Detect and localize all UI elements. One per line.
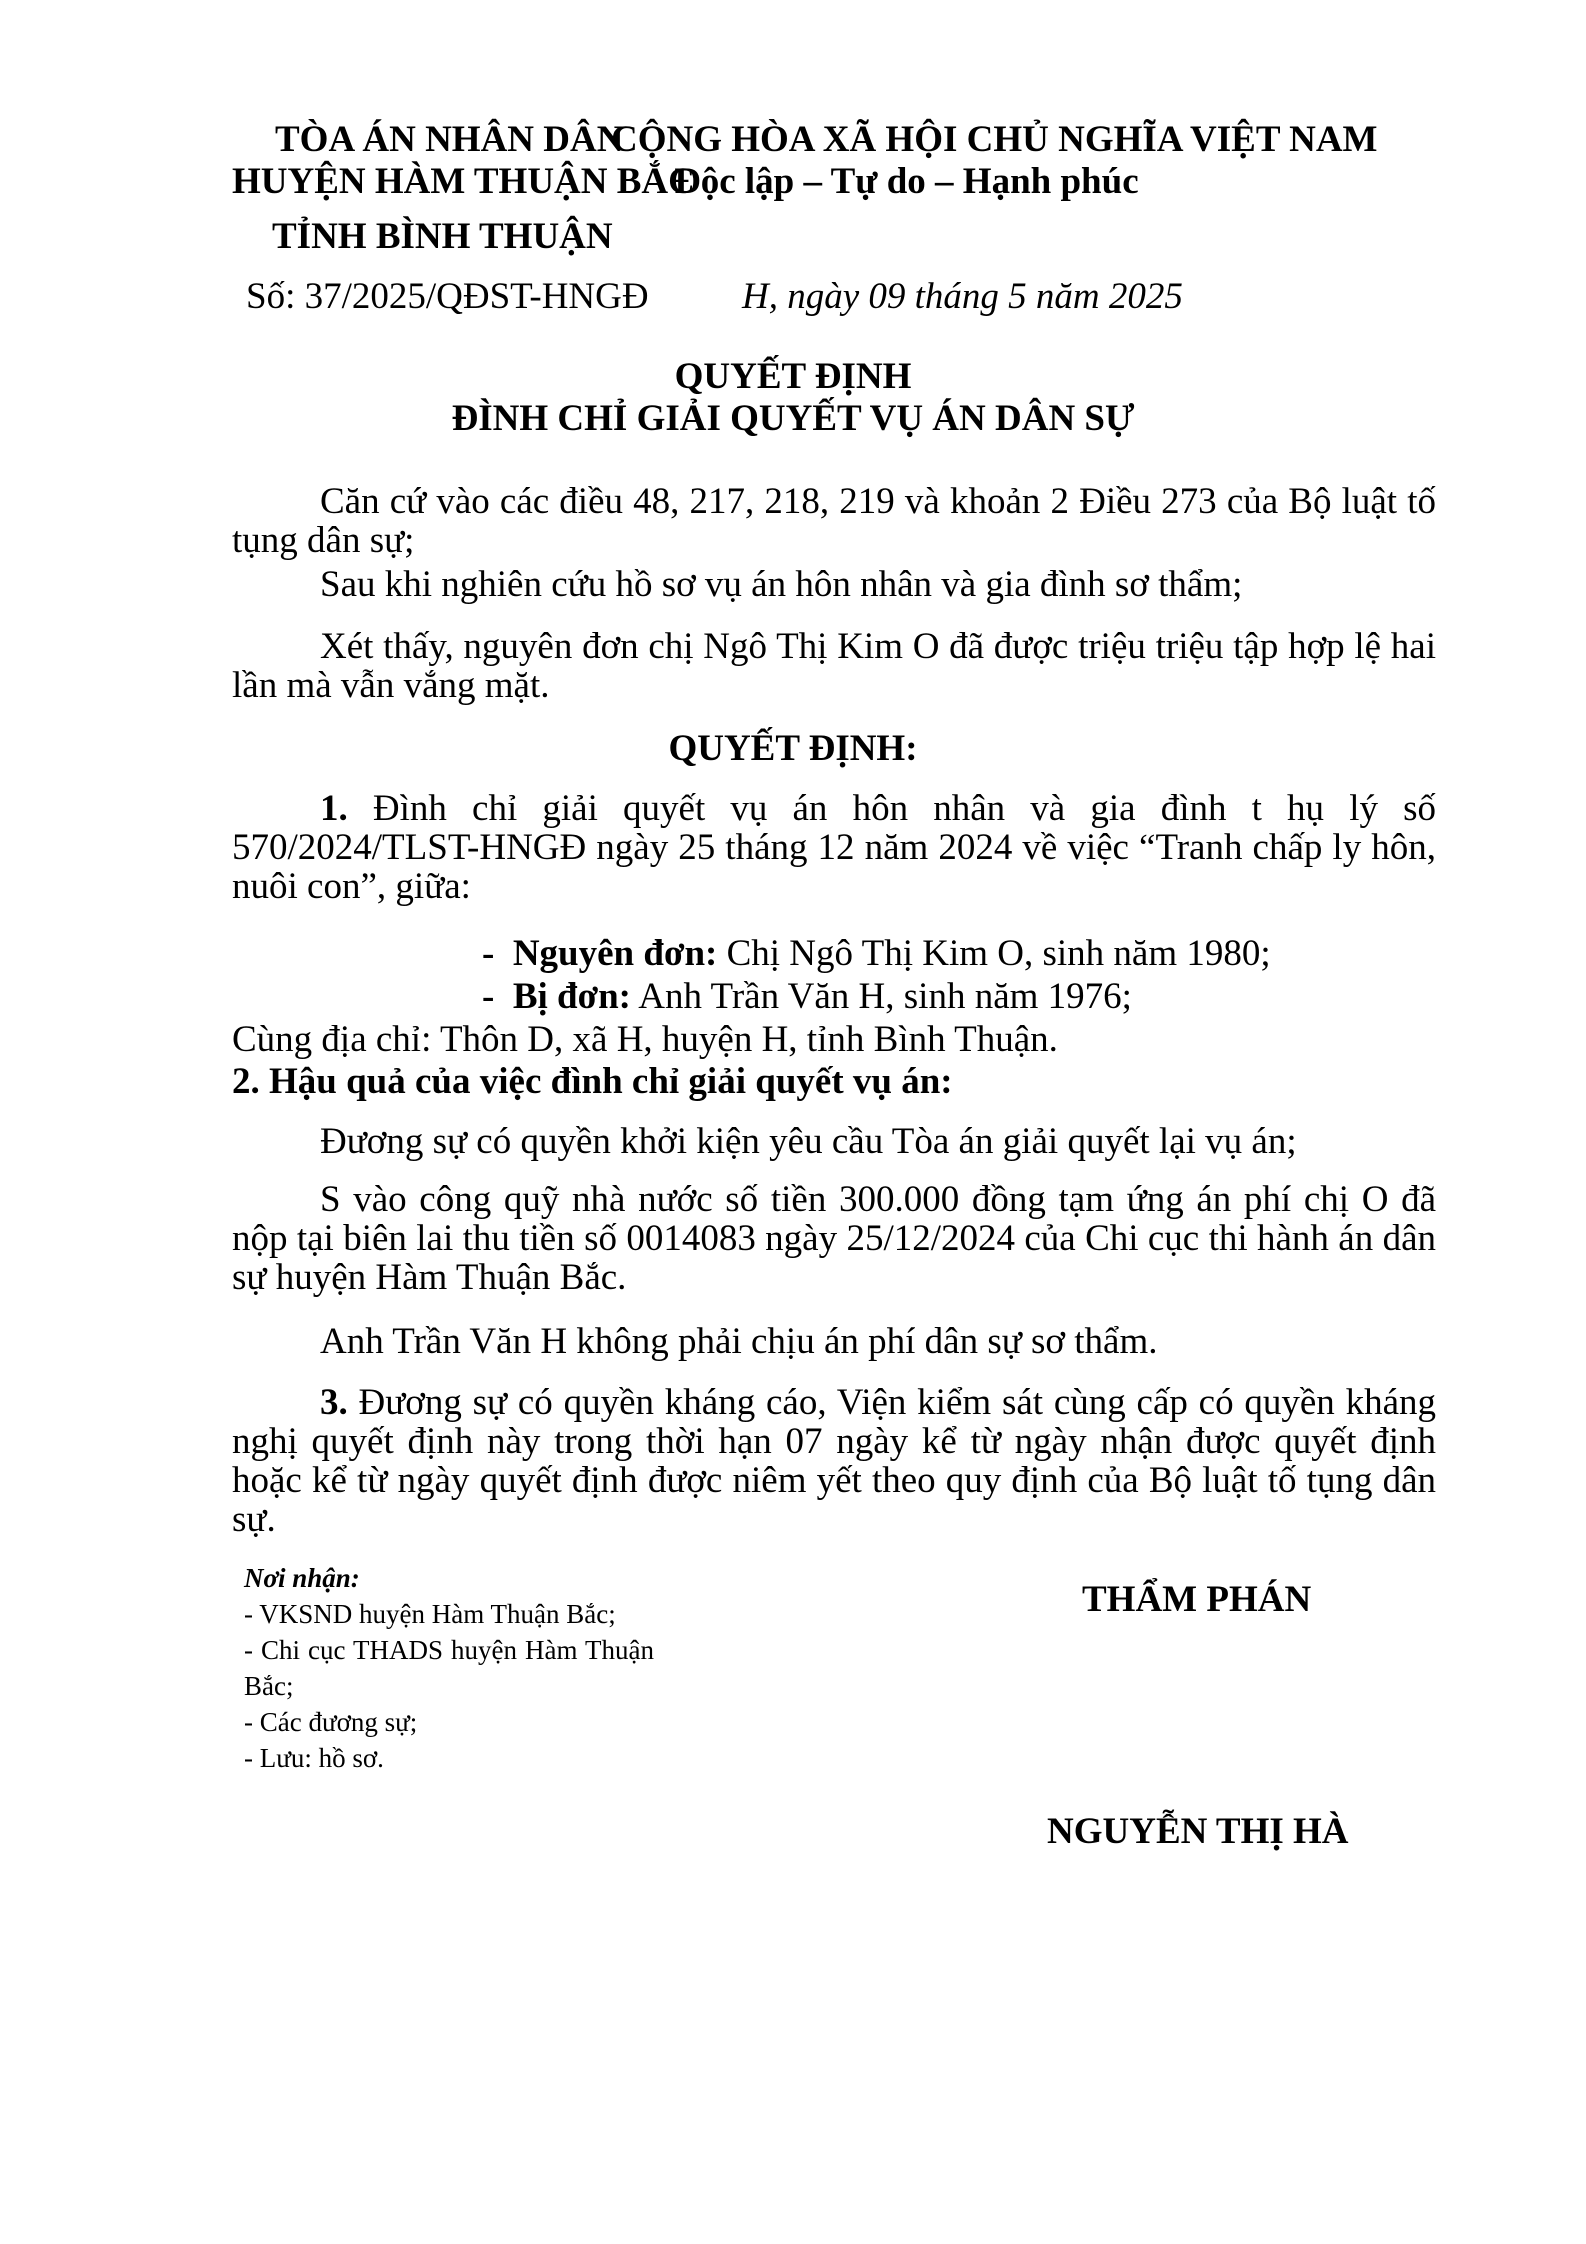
nation-motto: Độc lập – Tự do – Hạnh phúc <box>674 161 1139 202</box>
document-subtitle: ĐÌNH CHỈ GIẢI QUYẾT VỤ ÁN DÂN SỰ <box>451 398 1135 439</box>
defendant-line <box>482 975 1132 1018</box>
item-3-text: Đương sự có quyền kháng cáo, Viện kiểm sát cùng cấp có quyền kháng nghị quyết định này trong thời hạn 07 ngày kể từ ngày nhận được quyết định hoặc kể từ ngày quyết định được niêm yết theo quy định của Bộ luật tố tụng dân sự. <box>232 1382 1436 1540</box>
signature-title: THẨM PHÁN <box>1082 1579 1312 1620</box>
plaintiff-line <box>482 932 1271 975</box>
item-3-number: 3. <box>320 1382 348 1423</box>
plaintiff-dash: - <box>482 933 495 974</box>
decision-item-3 <box>232 1383 1436 1539</box>
recipient-item: - Lưu: hồ sơ. <box>244 1743 384 1773</box>
decision-heading: QUYẾT ĐỊNH: <box>668 728 918 769</box>
item-2-paragraph-1 <box>232 1122 1436 1161</box>
shared-address: Cùng địa chỉ: Thôn D, xã H, huyện H, tỉnh Bình Thuận. <box>232 1019 1058 1060</box>
plaintiff-label: Nguyên đơn: <box>512 933 718 974</box>
defendant-label: Bị đơn: <box>512 976 632 1017</box>
recipients-block <box>244 1560 654 1776</box>
recipient-item: - Các đương sự; <box>244 1707 418 1737</box>
recipients-heading: Nơi nhận: <box>244 1563 360 1593</box>
court-name-line1: TÒA ÁN NHÂN DÂN <box>275 119 624 160</box>
preamble-finding <box>232 627 1436 705</box>
item-2-paragraph-3-text: Anh Trần Văn H không phải chịu án phí dân sự sơ thẩm. <box>320 1321 1158 1362</box>
court-name-line3: TỈNH BÌNH THUẬN <box>272 216 613 257</box>
item-2-paragraph-2 <box>232 1180 1436 1297</box>
defendant-dash: - <box>482 976 495 1017</box>
nation-name-line1: CỘNG HÒA XÃ HỘI CHỦ NGHĨA VIỆT NAM <box>611 119 1378 160</box>
item-2-heading: 2. Hậu quả của việc đình chỉ giải quyết vụ án: <box>232 1061 953 1102</box>
document-title: QUYẾT ĐỊNH <box>674 356 912 397</box>
document-number: Số: 37/2025/QĐST-HNGĐ <box>246 276 649 317</box>
item-1-text: Đình chỉ giải quyết vụ án hôn nhân và gia đình t hụ lý số 570/2024/TLST-HNGĐ ngày 25 tháng 12 năm 2024 về việc “Tranh chấp ly hôn, nuôi con”, giữa: <box>232 788 1437 907</box>
recipient-item: - Chi cục THADS huyện Hàm Thuận Bắc; <box>244 1635 654 1701</box>
preamble-review <box>232 565 1436 604</box>
signer-name: NGUYỄN THỊ HÀ <box>1047 1811 1349 1852</box>
item-2-paragraph-3 <box>232 1322 1436 1361</box>
plaintiff-text: Chị Ngô Thị Kim O, sinh năm 1980; <box>726 933 1271 974</box>
recipient-item: - VKSND huyện Hàm Thuận Bắc; <box>244 1599 616 1629</box>
item-2-paragraph-2-text: S vào công quỹ nhà nước số tiền 300.000 đồng tạm ứng án phí chị O đã nộp tại biên lai thu tiền số 0014083 ngày 25/12/2024 của Chi cục thi hành án dân sự huyện Hàm Thuận Bắc. <box>232 1179 1436 1298</box>
item-2-paragraph-1-text: Đương sự có quyền khởi kiện yêu cầu Tòa án giải quyết lại vụ án; <box>320 1121 1297 1162</box>
defendant-text: Anh Trần Văn H, sinh năm 1976; <box>638 976 1132 1017</box>
preamble-review-text: Sau khi nghiên cứu hồ sơ vụ án hôn nhân và gia đình sơ thẩm; <box>320 564 1243 605</box>
place-date: H, ngày 09 tháng 5 năm 2025 <box>742 276 1183 317</box>
item-1-number: 1. <box>320 788 348 829</box>
preamble-legal-basis <box>232 482 1436 560</box>
court-name-line2: HUYỆN HÀM THUẬN BẮC <box>232 161 695 202</box>
decision-item-1 <box>232 789 1436 906</box>
preamble-finding-text: Xét thấy, nguyên đơn chị Ngô Thị Kim O đã được triệu triệu tập hợp lệ hai lần mà vẫn vắng mặt. <box>232 626 1436 706</box>
preamble-legal-basis-text: Căn cứ vào các điều 48, 217, 218, 219 và khoản 2 Điều 273 của Bộ luật tố tụng dân sự; <box>232 481 1436 561</box>
